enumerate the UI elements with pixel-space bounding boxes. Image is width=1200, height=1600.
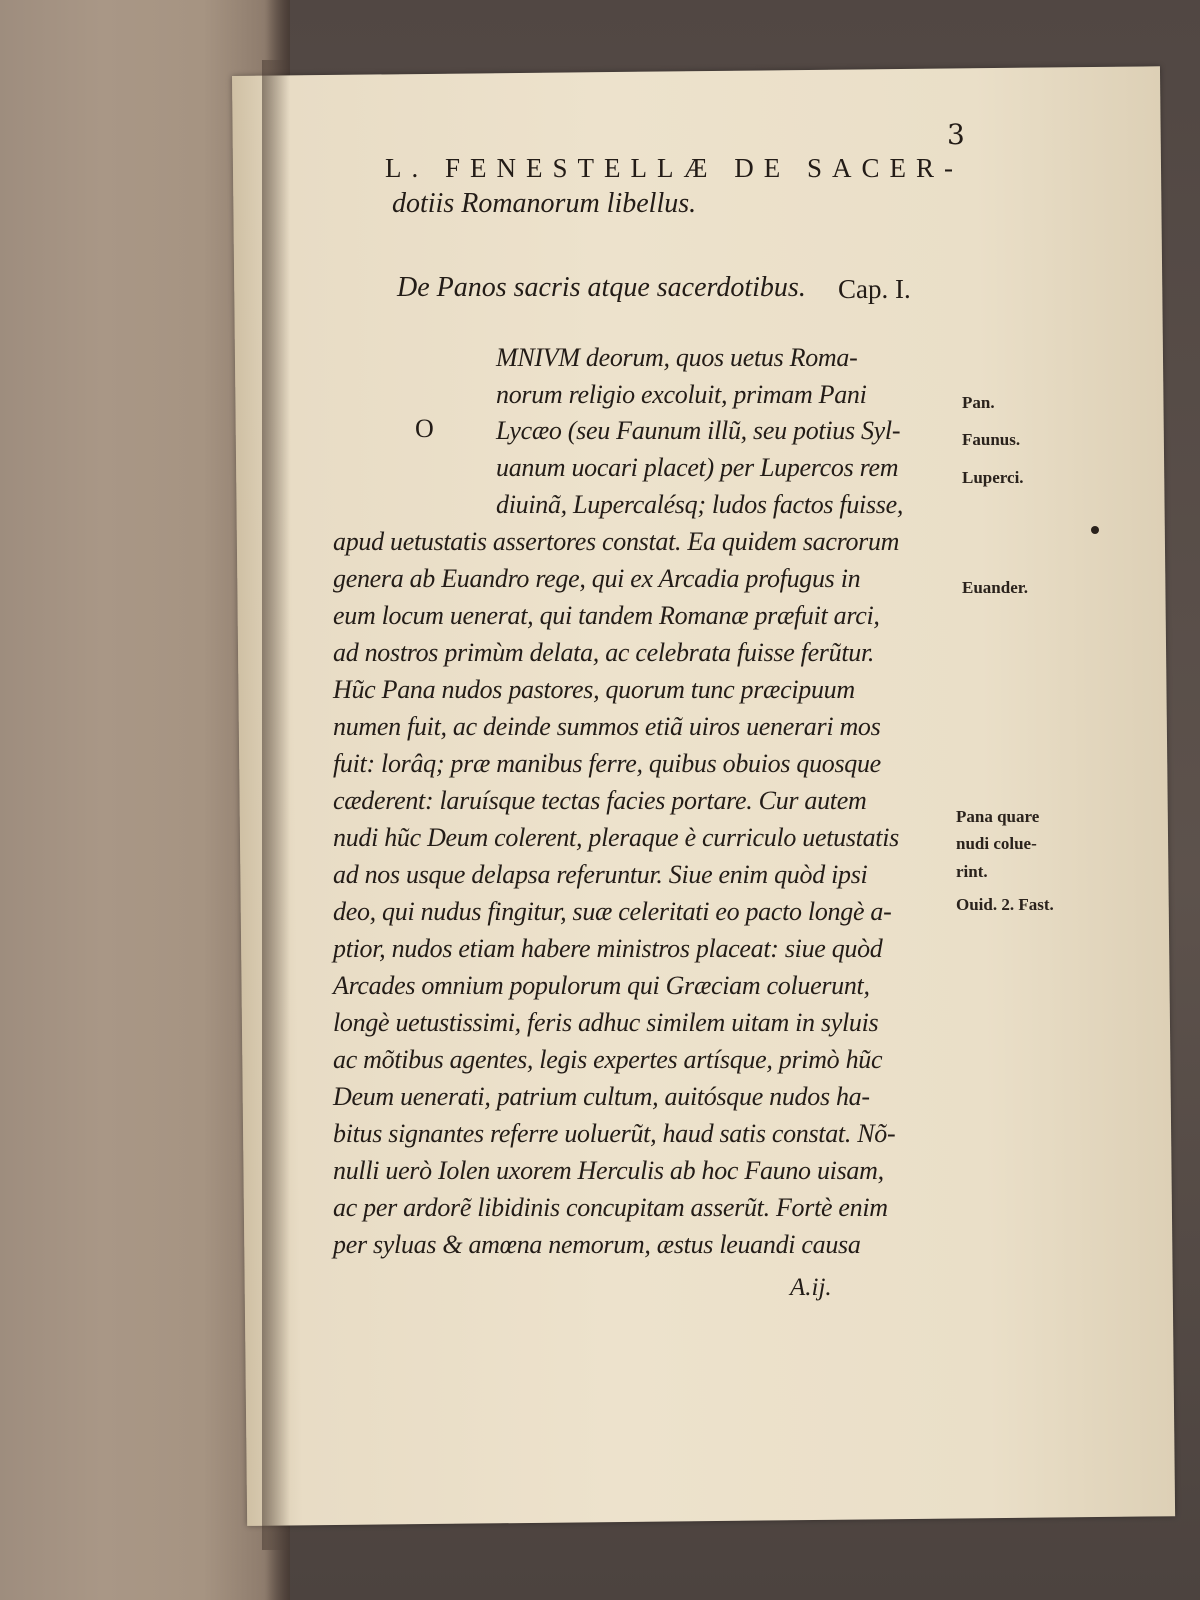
margin-note: Pan.: [962, 393, 995, 412]
body-line: deo, qui nudus fingitur, suæ celeritati eo pacto longè a-: [333, 897, 892, 926]
body-line: uanum uocari placet) per Lupercos rem: [496, 453, 899, 482]
body-line: cæderent: laruísque tectas facies portare. Cur autem: [333, 786, 867, 815]
body-line: nudi hũc Deum colerent, pleraque è curriculo uetustatis: [333, 823, 899, 852]
page-number: 3: [947, 118, 965, 151]
signature-mark: A.ij.: [790, 1274, 832, 1301]
body-line: nulli uerò Iolen uxorem Herculis ab hoc Fauno uisam,: [333, 1156, 884, 1185]
body-line: bitus signantes referre uoluerũt, haud satis constat. Nõ-: [333, 1119, 896, 1148]
chapter-title: De Panos sacris atque sacerdotibus.: [397, 272, 806, 303]
body-line: norum religio excoluit, primam Pani: [496, 380, 867, 409]
body-line: diuinã, Lupercalésq; ludos factos fuisse,: [496, 490, 904, 519]
margin-note: nudi colue-: [956, 834, 1037, 853]
body-line: ad nostros primùm delata, ac celebrata fuisse ferũtur.: [333, 638, 875, 667]
body-line: ac per ardorẽ libidinis concupitam asserũt. Fortè enim: [333, 1193, 888, 1222]
chapter-number: Cap. I.: [838, 274, 911, 304]
body-line: Hũc Pana nudos pastores, quorum tunc præcipuum: [333, 675, 855, 704]
running-head-continuation: dotiis Romanorum libellus.: [392, 188, 697, 219]
running-head: L. FENESTELLÆ DE SACER-: [385, 153, 963, 183]
margin-note: Pana quare: [956, 807, 1040, 826]
body-line: apud uetustatis assertores constat. Ea quidem sacrorum: [333, 527, 900, 556]
body-line: eum locum uenerat, qui tandem Romanæ præfuit arci,: [333, 601, 880, 630]
body-line: Deum uenerati, patrium cultum, auitósque nudos ha-: [333, 1082, 870, 1111]
body-line: ac mõtibus agentes, legis expertes artísque, primò hũc: [333, 1045, 883, 1074]
body-line: genera ab Euandro rege, qui ex Arcadia profugus in: [333, 564, 861, 593]
body-line: Lycæo (seu Faunum illũ, seu potius Syl-: [496, 416, 901, 445]
drop-initial: O: [415, 414, 434, 443]
margin-note: Ouid. 2. Fast.: [956, 895, 1054, 914]
body-line: numen fuit, ac deinde summos etiã uiros uenerari mos: [333, 712, 881, 741]
body-line: MNIVM deorum, quos uetus Roma-: [496, 343, 858, 372]
ink-spot: [1091, 526, 1099, 534]
body-line: per syluas & amœna nemorum, æstus leuandi causa: [333, 1230, 861, 1259]
gutter-shadow: [262, 60, 290, 1550]
margin-note: Faunus.: [962, 430, 1021, 449]
body-line: ad nos usque delapsa referuntur. Siue enim quòd ipsi: [333, 860, 868, 889]
body-line: Arcades omnium populorum qui Græciam coluerunt,: [333, 971, 870, 1000]
body-line: ptior, nudos etiam habere ministros placeat: siue quòd: [333, 934, 883, 963]
body-line: fuit: lorâq; præ manibus ferre, quibus obuios quosque: [333, 749, 881, 778]
margin-note: Luperci.: [962, 468, 1024, 487]
body-line: longè uetustissimi, feris adhuc similem uitam in syluis: [333, 1008, 879, 1037]
margin-note: rint.: [956, 862, 988, 881]
margin-note: Euander.: [962, 578, 1028, 597]
